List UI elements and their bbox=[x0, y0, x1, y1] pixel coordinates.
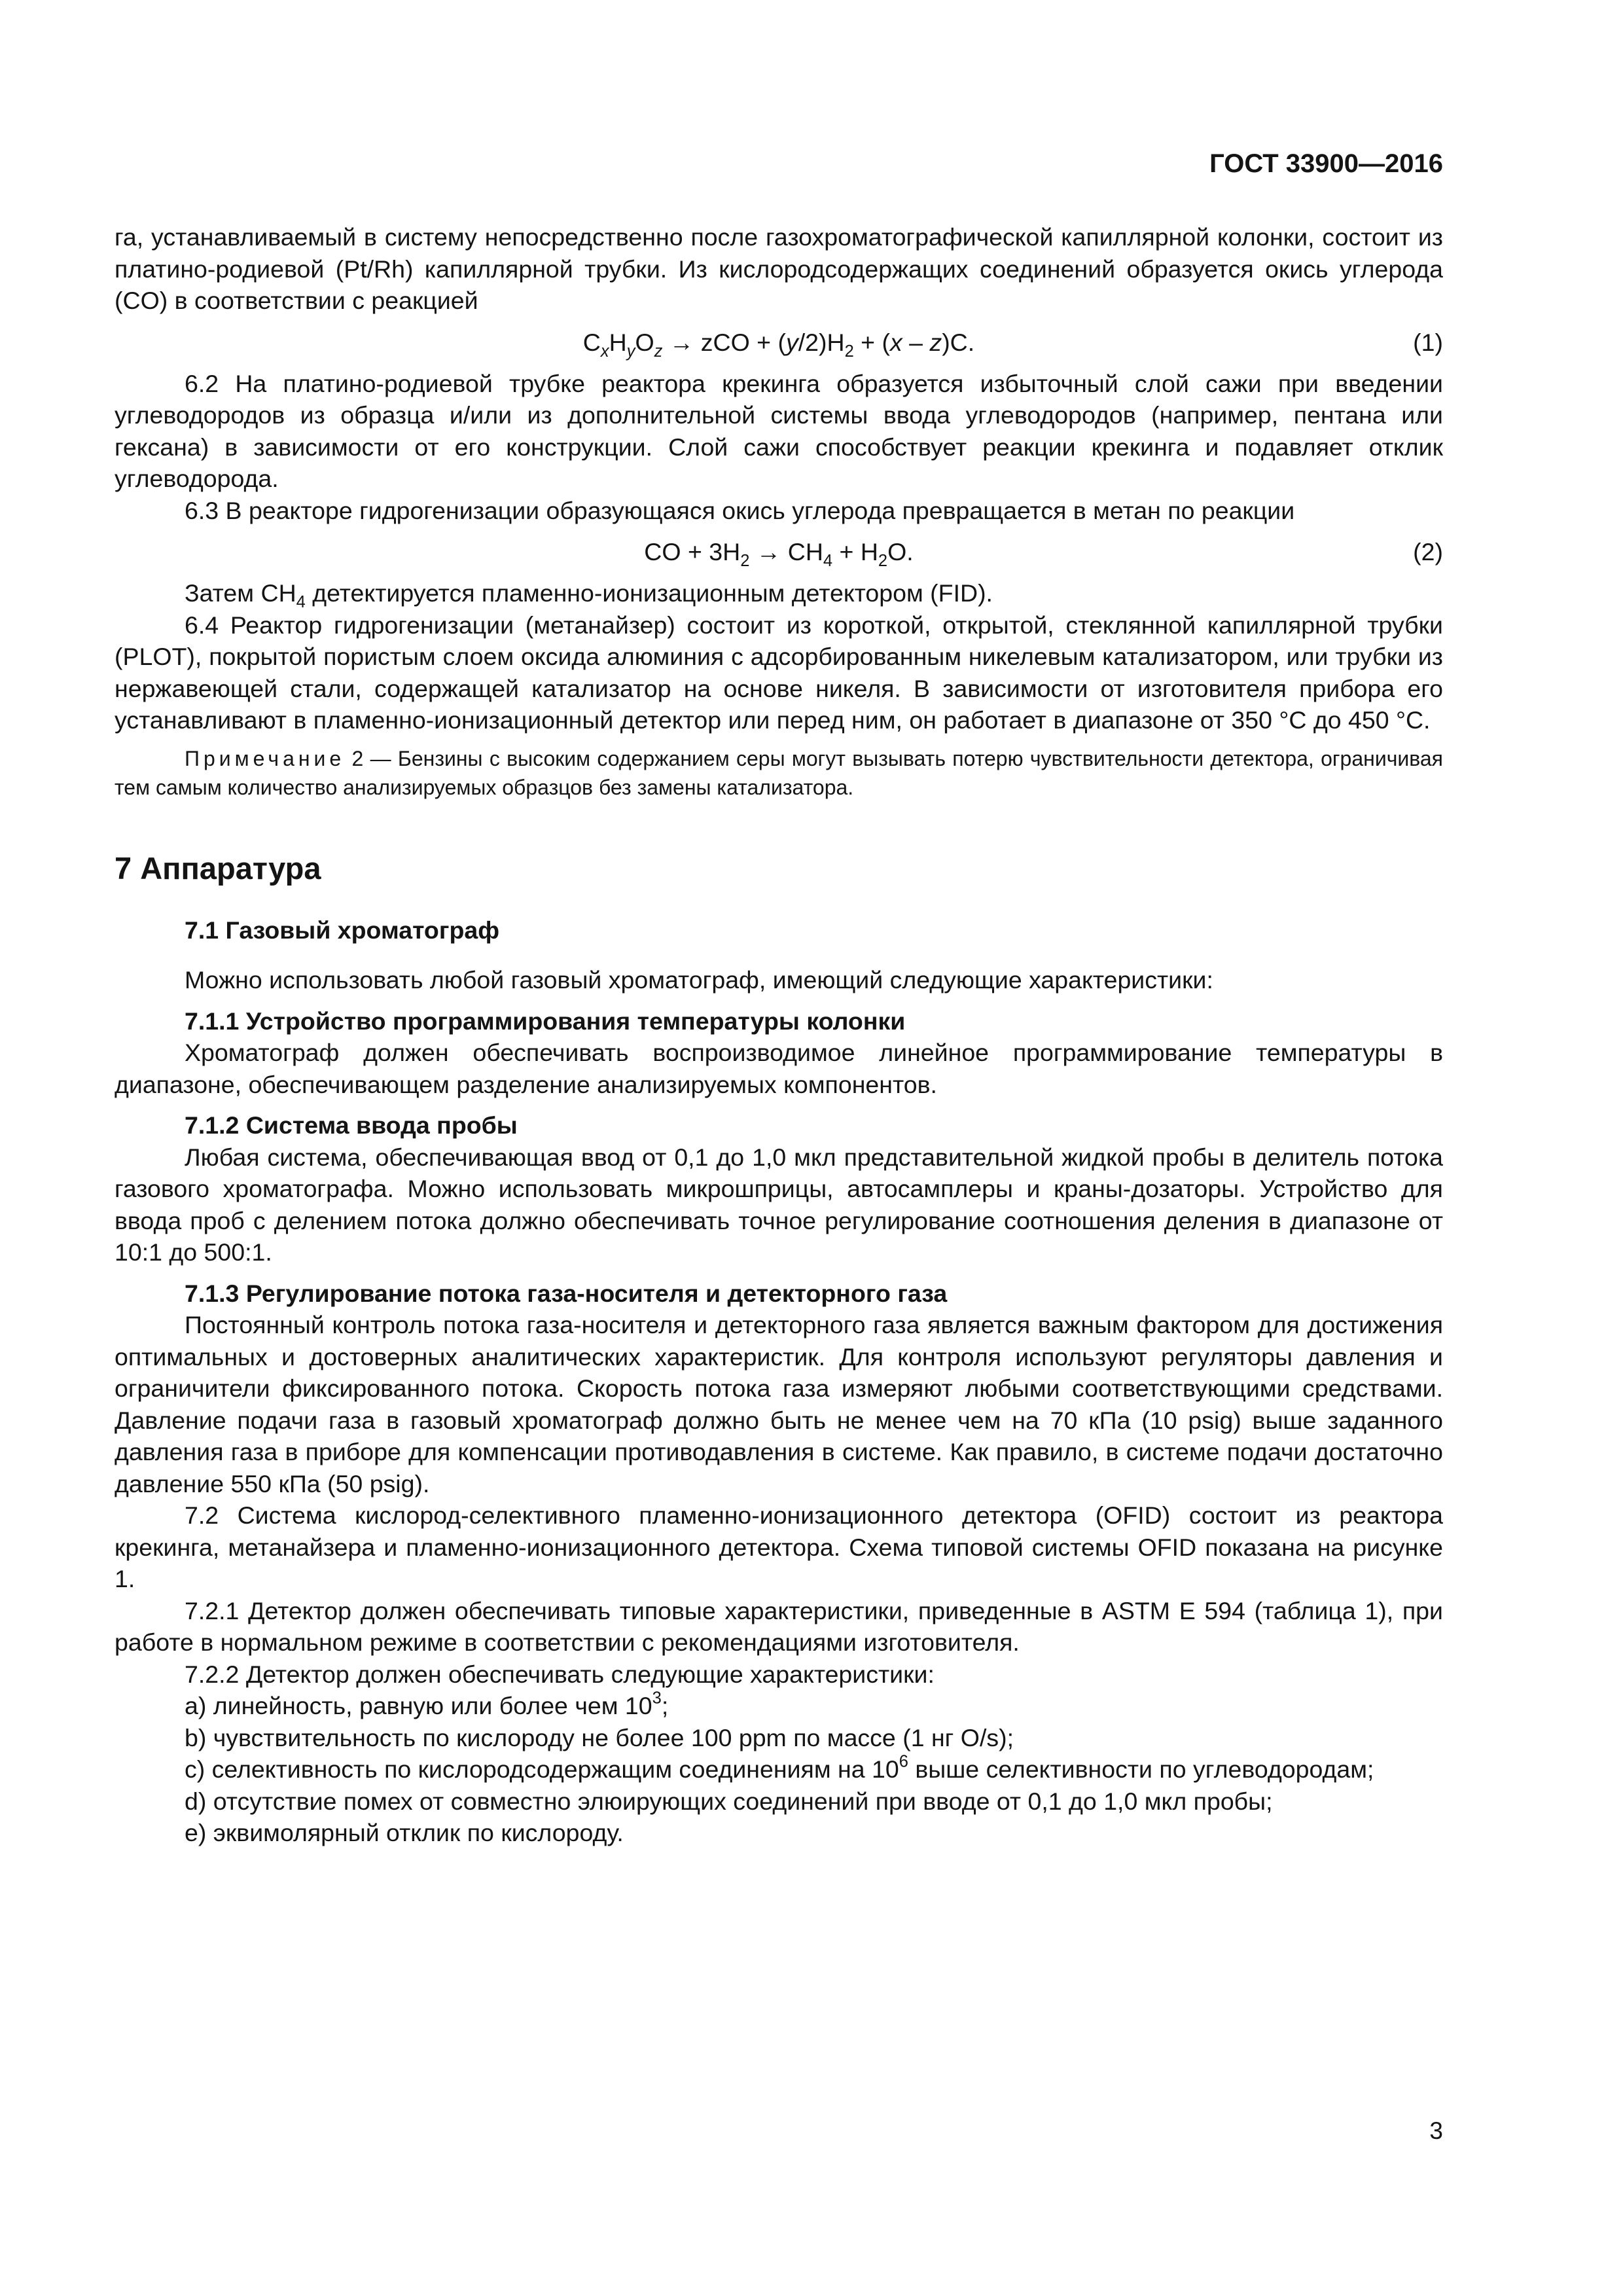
section-7-heading: 7 Аппаратура bbox=[115, 850, 321, 886]
equation-2-number: (2) bbox=[1413, 538, 1443, 565]
equation-2-formula: CO + $3H_2 \to CH_4 + H_2O$. bbox=[644, 538, 914, 570]
paragraph-7-2-2: 7.2.2 Детектор должен обеспечивать следующие характеристики: bbox=[185, 1660, 935, 1688]
note-label: Примечание bbox=[185, 746, 346, 770]
section-7-1-2-heading: 7.1.2 Система ввода пробы bbox=[185, 1111, 518, 1139]
paragraph-6-4: 6.4 Реактор гидрогенизации (метанайзер) состоит из короткой, открытой, стеклянной капиллярной трубки (PLOT), покрытой пористым слоем оксида алюминия с адсорбированным никелевым катализатором, или трубки из нержавеющей стали, содержащей катализатор на основе никеля. В зависимости от изготовителя прибора его устанавливают в пламенно-ионизационный детектор или перед ним, он работает в диапазоне от 350 °C до 450 °C. bbox=[115, 611, 1443, 734]
note-text: 2 — Бензины с высоким содержанием серы могут вызывать потерю чувствительности детектора, ограничивая тем самым количество анализируемых образцов без замены катализатора. bbox=[115, 746, 1443, 799]
paragraph-7-1-intro: Можно использовать любой газовый хроматограф, имеющий следующие характеристики: bbox=[185, 966, 1213, 994]
paragraph-7-2-1: 7.2.1 Детектор должен обеспечивать типовые характеристики, приведенные в ASTM E 594 (таблица 1), при работе в нормальном режиме в соответствии с рекомендациями изготовителя. bbox=[115, 1596, 1443, 1656]
equation-1-formula: $C_xH_yO_z$ → zCO + $(y/2)H_2 + (x - z)C$. bbox=[582, 328, 975, 361]
document-body bbox=[115, 221, 1443, 1849]
paragraph-intro: га, устанавливаемый в систему непосредственно после газохроматографической капиллярной колонки, состоит из платино-родиевой (Pt/Rh) капиллярной трубки. Из кислородсодержащих соединений образуется окись углерода (CO) в соответствии с реакцией bbox=[115, 223, 1443, 314]
section-7-1-1-heading: 7.1.1 Устройство программирования температуры колонки bbox=[185, 1007, 906, 1035]
note-2 bbox=[115, 744, 1443, 802]
paragraph-7-1-1: Хроматограф должен обеспечивать воспроизводимое линейное программирование температуры в диапазоне, обеспечивающем разделение анализируемых компонентов. bbox=[115, 1039, 1443, 1098]
page-number: 3 bbox=[1429, 2117, 1443, 2144]
equation-1 bbox=[115, 317, 1443, 368]
list-item-a: a) линейность, равную или более чем $10^3$; bbox=[185, 1689, 669, 1719]
equation-2 bbox=[115, 526, 1443, 577]
list-item-e: e) эквимолярный отклик по кислороду. bbox=[185, 1819, 624, 1846]
paragraph-fid: Затем $CH_4$ детектируется пламенно-ионизационным детектором (FID). bbox=[185, 579, 993, 611]
paragraph-6-3: 6.3 В реакторе гидрогенизации образующаяся окись углерода превращается в метан по реакции bbox=[185, 496, 1295, 524]
paragraph-6-2: 6.2 На платино-родиевой трубке реактора крекинга образуется избыточный слой сажи при введении углеводородов из образца и/или из дополнительной системы ввода углеводородов (например, пентана или гексана) в зависимости от его конструкции. Слой сажи способствует реакции крекинга и подавляет отклик углеводорода. bbox=[115, 369, 1443, 492]
section-7-1-3-heading: 7.1.3 Регулирование потока газа-носителя и детекторного газа bbox=[185, 1279, 948, 1307]
document-header-code: ГОСТ 33900—2016 bbox=[1209, 149, 1443, 178]
paragraph-7-1-3: Постоянный контроль потока газа-носителя и детекторного газа является важным фактором для достижения оптимальных и достоверных аналитических характеристик. Для контроля используют регуляторы давления и ограничители фиксированного потока. Скорость потока газа измеряют любыми соответствующими средствами. Давление подачи газа в газовый хроматограф должно быть не менее чем на 70 кПа (10 psig) выше заданного давления газа в приборе для компенсации противодавления в системе. Как правило, в системе подачи достаточно давление 550 кПа (50 psig). bbox=[115, 1311, 1443, 1498]
list-item-d: d) отсутствие помех от совместно элюирующих соединений при вводе от 0,1 до 1,0 мкл пробы; bbox=[185, 1787, 1273, 1815]
paragraph-7-2: 7.2 Система кислород-селективного пламенно-ионизационного детектора (OFID) состоит из реактора крекинга, метанайзера и пламенно-ионизационного детектора. Схема типовой системы OFID показана на рисунке 1. bbox=[115, 1501, 1443, 1592]
list-item-c: c) селективность по кислородсодержащим соединениям на $10^6$ выше селективности по углеводородам; bbox=[185, 1752, 1374, 1783]
paragraph-7-1-2: Любая система, обеспечивающая ввод от 0,1 до 1,0 мкл представительной жидкой пробы в делитель потока газового хроматографа. Можно использовать микрошприцы, автосамплеры и краны-дозаторы. Устройство для ввода проб с делением потока должно обеспечивать точное регулирование соотношения деления в диапазоне от 10:1 до 500:1. bbox=[115, 1143, 1443, 1266]
equation-1-number: (1) bbox=[1413, 328, 1443, 356]
list-item-b: b) чувствительность по кислороду не более 100 ppm по массе (1 нг O/s); bbox=[185, 1723, 1014, 1751]
section-7-1-heading: 7.1 Газовый хроматограф bbox=[185, 916, 500, 944]
